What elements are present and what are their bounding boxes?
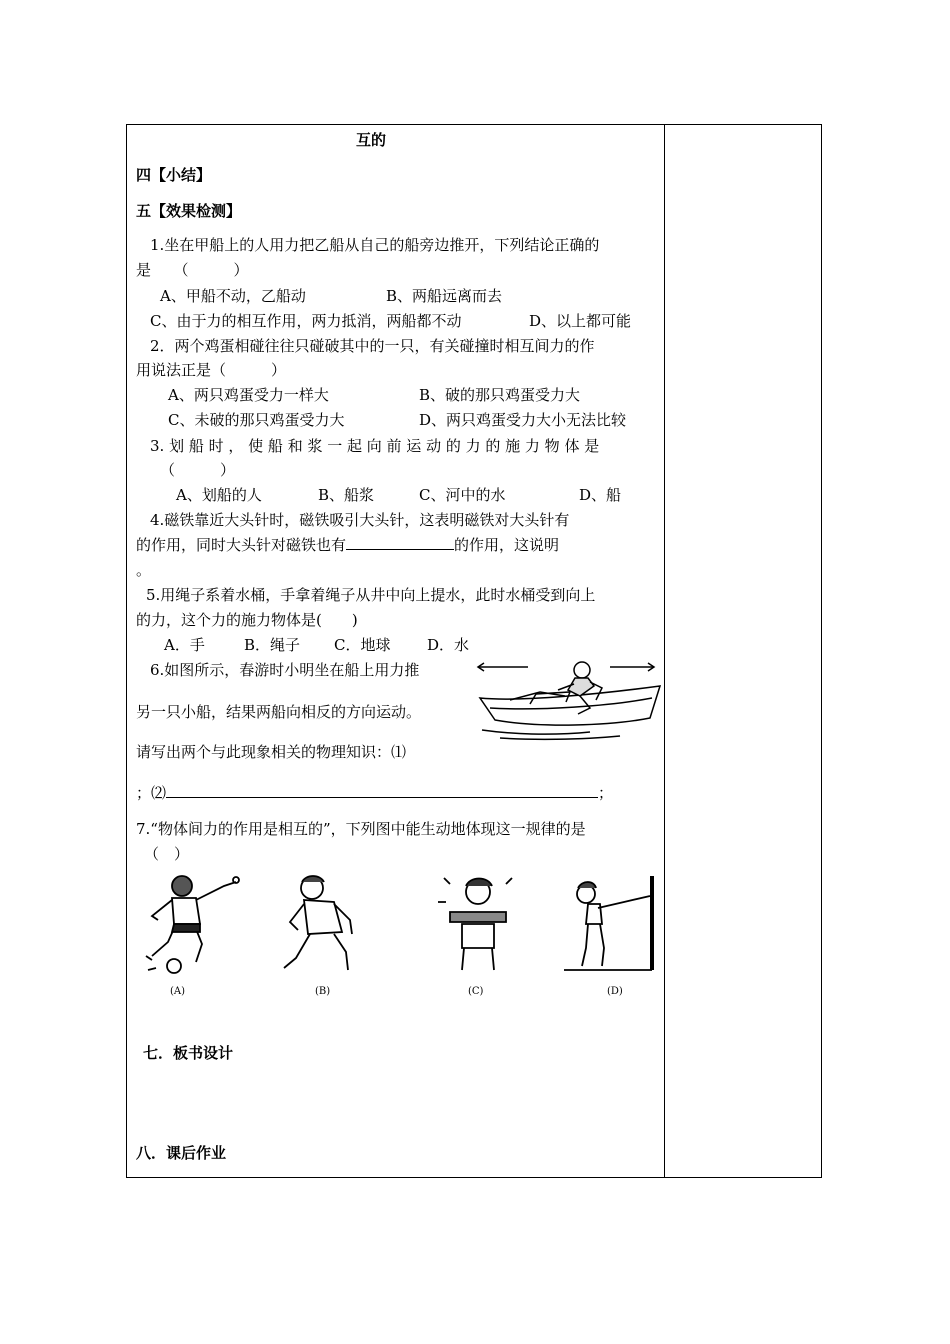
q2-option-c: C、未破的那只鸡蛋受力大: [168, 411, 345, 429]
q3-option-b: B、船浆: [318, 486, 375, 504]
q5-option-d: D．水: [427, 636, 470, 654]
q7-label-a: (A): [170, 986, 186, 997]
q6-stem-line1: 6.如图所示，春游时小明坐在船上用力推: [150, 661, 420, 679]
q2-stem-line2: 用说法正是（ ）: [136, 361, 287, 379]
q4-line2-prefix: 的作用，同时大头针对磁铁也有: [136, 536, 347, 554]
column-divider: [664, 125, 665, 1177]
person-figure-icon: [276, 872, 372, 976]
q2-option-b: B、破的那只鸡蛋受力大: [419, 386, 581, 404]
q2-option-d: D、两只鸡蛋受力大小无法比较: [419, 411, 627, 429]
q1-stem-line2: 是 （ ）: [136, 261, 249, 279]
q3-option-d: D、船: [579, 486, 622, 504]
q6-stem-line3: 请写出两个与此现象相关的物理知识：⑴: [136, 743, 407, 761]
q1-option-b: B、两船远离而去: [386, 287, 503, 305]
q6-answer-line: [136, 783, 613, 803]
q7-stem-line2: （ ）: [144, 845, 190, 863]
q6-answer-blank[interactable]: [166, 783, 598, 798]
q1-option-a: A、甲船不动，乙船动: [160, 287, 306, 305]
q4-stem-line1: 4.磁铁靠近大头针时，磁铁吸引大头针，这表明磁铁对大头针有: [150, 511, 570, 529]
section-test-heading: 五【效果检测】: [136, 202, 242, 220]
q5-option-a: A．手: [164, 636, 205, 654]
push-wall-figure-icon: [564, 872, 664, 984]
q2-stem-line1: 2．两个鸡蛋相碰往往只碰破其中的一只，有关碰撞时相互间力的作: [150, 337, 595, 355]
q5-stem-line1: 5.用绳子系着水桶，手拿着绳子从井中向上提水，此时水桶受到向上: [146, 586, 596, 604]
q1-option-c: C、由于力的相互作用，两力抵消，两船都不动: [150, 312, 462, 330]
q3-option-c: C、河中的水: [419, 486, 506, 504]
q5-stem-line2: 的力，这个力的施力物体是( ): [136, 611, 358, 629]
section-summary-heading: 四【小结】: [136, 166, 212, 184]
kick-ball-figure-icon: [138, 872, 244, 976]
q7-label-c: (C): [468, 986, 484, 997]
boat-figure-icon: [470, 656, 664, 742]
lesson-table: [126, 124, 822, 1178]
q4-line2-suffix: 的作用，这说明: [454, 536, 560, 554]
q6-stem-line2: 另一只小船，结果两船向相反的方向运动。: [136, 703, 422, 721]
top-fragment: 互的: [356, 131, 387, 149]
q7-label-d: (D): [607, 986, 623, 997]
q6-line4-prefix: ；⑵: [136, 784, 167, 802]
q4-stem-line2: [136, 535, 559, 555]
section-homework-heading: 八．课后作业: [136, 1144, 227, 1162]
q7-stem-line1: 7.“物体间力的作用是相互的”，下列图中能生动地体现这一规律的是: [136, 820, 586, 838]
q3-stem-line2: （ ）: [160, 461, 236, 479]
q3-option-a: A、划船的人: [176, 486, 262, 504]
q6-line4-suffix: ；: [598, 784, 614, 802]
q3-stem-line1: 3. 划 船 时 ， 使 船 和 浆 一 起 向 前 运 动 的 力 的 施 力 物 体 是: [150, 437, 600, 455]
q2-option-a: A、两只鸡蛋受力一样大: [168, 386, 329, 404]
stretch-figure-icon: [432, 872, 520, 976]
section-board-design-heading: 七．板书设计: [143, 1044, 234, 1062]
q4-answer-blank[interactable]: [346, 535, 454, 550]
q5-option-b: B．绳子: [244, 636, 301, 654]
q7-label-b: (B): [315, 986, 331, 997]
q1-stem-line1: 1.坐在甲船上的人用力把乙船从自己的船旁边推开，下列结论正确的: [150, 236, 600, 254]
q5-option-c: C．地球: [334, 636, 391, 654]
q4-stem-line3: 。: [136, 561, 152, 579]
q1-option-d: D、以上都可能: [529, 312, 632, 330]
